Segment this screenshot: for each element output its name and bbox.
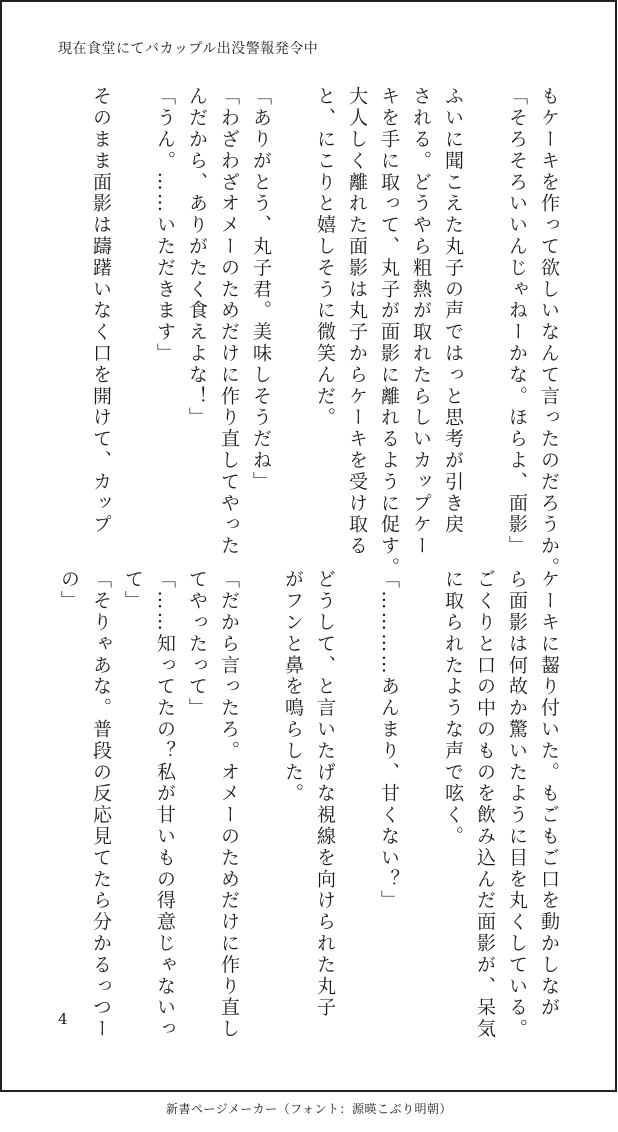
text-line: ごくりと口の中のものを飲み込んだ面影が、呆気 [474, 569, 496, 1040]
text-line: 「ありがとう、丸子君。美味しそうだね」 [250, 86, 272, 493]
lower-text-block [53, 569, 565, 1040]
text-line: 「そりゃあな。普段の反応見てたら分かるっつー [90, 569, 112, 1040]
text-line: される。どうやら粗熱が取れたらしいカップケー [410, 86, 432, 557]
text-line: の」 [58, 569, 80, 612]
text-line: 「……知ってたの？私が甘いもの得意じゃないっ [154, 569, 176, 1040]
footer-credit: 新書ページメーカー（フォント：源暎こぶり明朝） [165, 1102, 453, 1116]
text-line [245, 569, 277, 1040]
text-line: キを手に取って、丸子が面影に離れるように促す。 [378, 86, 400, 579]
running-header: 現在食堂にてバカップル出没警報発令中 [58, 41, 319, 57]
text-line: 大人しく離れた面影は丸子からケーキを受け取る [346, 86, 368, 557]
text-line: 「わざわざオメーのためだけに作り直してやった [218, 86, 240, 557]
text-line [117, 86, 149, 578]
page-number: 4 [58, 1010, 68, 1028]
text-line: て」 [122, 569, 144, 612]
text-line [469, 86, 501, 578]
text-line: ら面影は何故か驚いたように目を丸くしている。 [506, 569, 528, 1040]
text-line: そのまま面影は躊躇いなく口を開けて、カップ [90, 86, 112, 536]
text-line: と、にこりと嬉しそうに微笑んだ。 [314, 86, 336, 429]
text-line: がフンと鼻を鳴らした。 [282, 569, 304, 805]
text-line [405, 569, 437, 1040]
text-line: んだから、ありがたく食えよな！」 [186, 86, 208, 429]
text-line: もケーキを作って欲しいなんて言ったのだろうか。 [538, 86, 560, 579]
upper-text-block [85, 86, 565, 578]
text-line: ふいに聞こえた丸子の声ではっと思考が引き戻 [442, 86, 464, 536]
text-line: 「うん。……いただきます」 [154, 86, 176, 365]
text-line [341, 569, 373, 1040]
text-line: 「だから言ったろ。オメーのためだけに作り直し [218, 569, 240, 1040]
text-line: どうして、と言いたげな視線を向けられた丸子 [314, 569, 336, 1019]
text-line [277, 86, 309, 578]
text-line: 「そろそろいいんじゃねーかな。ほらよ、面影」 [506, 86, 528, 557]
text-line: ケーキに齧り付いた。もごもご口を動かしなが [538, 569, 560, 1019]
text-line: に取られたような声で呟く。 [442, 569, 464, 848]
text-line: てやったって」 [186, 569, 208, 719]
text-line: 「…………あんまり、甘くない？」 [378, 569, 400, 912]
